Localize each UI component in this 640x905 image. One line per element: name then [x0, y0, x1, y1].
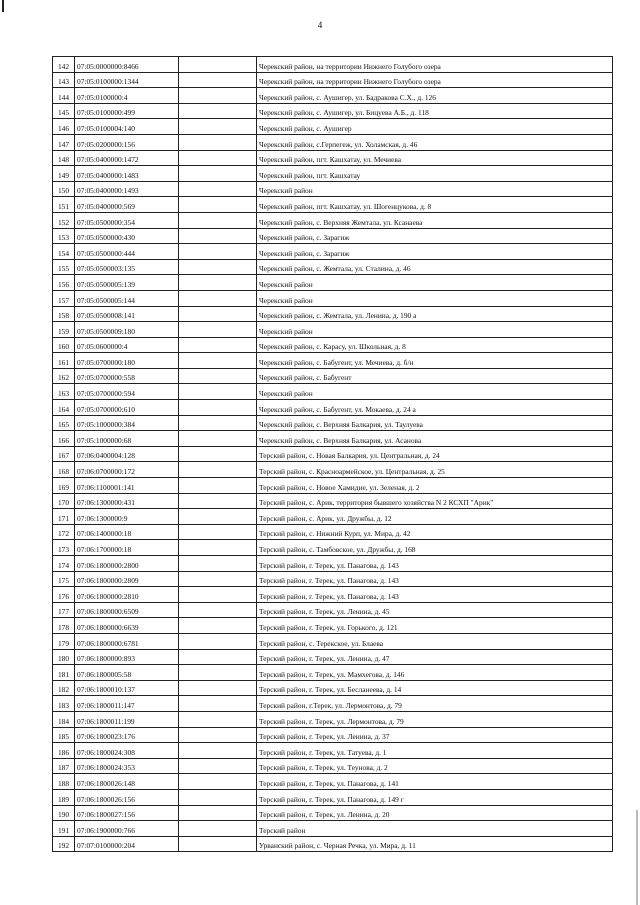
- address-cell: Черекский район, с. Верхняя Балкария, ул. Асанова: [257, 431, 613, 447]
- empty-cell: [179, 618, 257, 634]
- table-row: [53, 524, 613, 540]
- cadastral-number-cell: 07:06:1800000:6781: [75, 633, 179, 649]
- cadastral-number-cell: 07:06:1800024:353: [75, 758, 179, 774]
- cadastral-number-cell: 07:07:0100000:204: [75, 836, 179, 852]
- empty-cell: [179, 556, 257, 572]
- row-number-cell: 177: [53, 602, 75, 618]
- table-row: [53, 57, 613, 73]
- scan-edge-mark: [2, 0, 4, 12]
- empty-cell: [179, 836, 257, 852]
- cadastral-number-cell: 07:06:1800026:148: [75, 774, 179, 790]
- address-cell: Черекский район, с. Жемтала, ул. Сталина, д. 46: [257, 259, 613, 275]
- address-cell: Терский район, г. Терек, ул. Ленина, д. 47: [257, 649, 613, 665]
- table-row: [53, 633, 613, 649]
- row-number-cell: 157: [53, 290, 75, 306]
- row-number-cell: 143: [53, 72, 75, 88]
- empty-cell: [179, 774, 257, 790]
- table-row: [53, 72, 613, 88]
- empty-cell: [179, 72, 257, 88]
- row-number-cell: 174: [53, 556, 75, 572]
- address-cell: Черекский район, с. Зарагиж: [257, 228, 613, 244]
- address-cell: Терский район, г. Терек, ул. Ленина, д. 20: [257, 805, 613, 821]
- row-number-cell: 149: [53, 166, 75, 182]
- empty-cell: [179, 57, 257, 73]
- cadastral-number-cell: 07:05:0500009:180: [75, 322, 179, 338]
- cadastral-number-cell: 07:06:0400004:128: [75, 446, 179, 462]
- cadastral-number-cell: 07:06:1800000:2800: [75, 556, 179, 572]
- row-number-cell: 151: [53, 197, 75, 213]
- address-cell: Черекский район, на территории Нижнего Голубого озера: [257, 72, 613, 88]
- table-row: [53, 415, 613, 431]
- address-cell: Терский район, г. Терек, ул. Горького, д. 121: [257, 618, 613, 634]
- table-row: [53, 602, 613, 618]
- table-row: [53, 290, 613, 306]
- cadastral-number-cell: 07:05:1000000:384: [75, 415, 179, 431]
- empty-cell: [179, 322, 257, 338]
- empty-cell: [179, 696, 257, 712]
- row-number-cell: 182: [53, 680, 75, 696]
- cadastral-number-cell: 07:05:0100004:140: [75, 119, 179, 135]
- address-cell: Терский район, г. Терек, ул. Татуева, д. 1: [257, 743, 613, 759]
- row-number-cell: 168: [53, 462, 75, 478]
- row-number-cell: 171: [53, 509, 75, 525]
- empty-cell: [179, 711, 257, 727]
- row-number-cell: 145: [53, 103, 75, 119]
- cadastral-number-cell: 07:06:1800005:58: [75, 665, 179, 681]
- cadastral-number-cell: 07:05:0400000:1483: [75, 166, 179, 182]
- address-cell: Черекский район, с. Бабугент, ул. Мокаева, д. 24 а: [257, 400, 613, 416]
- row-number-cell: 154: [53, 244, 75, 260]
- empty-cell: [179, 212, 257, 228]
- table-row: [53, 696, 613, 712]
- table-row: [53, 103, 613, 119]
- row-number-cell: 148: [53, 150, 75, 166]
- cadastral-number-cell: 07:05:0400000:1472: [75, 150, 179, 166]
- table-row: [53, 431, 613, 447]
- row-number-cell: 189: [53, 789, 75, 805]
- cadastral-number-cell: 07:06:1700000:18: [75, 540, 179, 556]
- cadastral-number-cell: 07:05:0100000:499: [75, 103, 179, 119]
- row-number-cell: 158: [53, 306, 75, 322]
- table-row: [53, 665, 613, 681]
- row-number-cell: 167: [53, 446, 75, 462]
- page-number: 4: [317, 20, 323, 30]
- cadastral-number-cell: 07:06:1800000:2810: [75, 587, 179, 603]
- cadastral-number-cell: 07:05:0500008:141: [75, 306, 179, 322]
- table-row: [53, 166, 613, 182]
- address-cell: Терский район, с. Нижний Курп, ул. Мира, д. 42: [257, 524, 613, 540]
- table-row: [53, 181, 613, 197]
- address-cell: Терский район: [257, 821, 613, 837]
- address-cell: Черекский район, с. Бабугент: [257, 368, 613, 384]
- empty-cell: [179, 680, 257, 696]
- table-row: [53, 400, 613, 416]
- row-number-cell: 152: [53, 212, 75, 228]
- cadastral-number-cell: 07:05:0500000:430: [75, 228, 179, 244]
- empty-cell: [179, 602, 257, 618]
- empty-cell: [179, 290, 257, 306]
- cadastral-number-cell: 07:05:0200000:156: [75, 134, 179, 150]
- address-cell: Черекский район: [257, 290, 613, 306]
- cadastral-number-cell: 07:05:0700000:594: [75, 384, 179, 400]
- empty-cell: [179, 743, 257, 759]
- cadastral-number-cell: 07:06:1800011:199: [75, 711, 179, 727]
- table-row: [53, 88, 613, 104]
- row-number-cell: 156: [53, 275, 75, 291]
- table-row: [53, 805, 613, 821]
- table-row: [53, 337, 613, 353]
- address-cell: Терский район, г. Терек, ул. Панагова, д. 143: [257, 587, 613, 603]
- cadastral-number-cell: 07:06:1300000:9: [75, 509, 179, 525]
- empty-cell: [179, 587, 257, 603]
- row-number-cell: 186: [53, 743, 75, 759]
- cadastral-number-cell: 07:06:1800010:137: [75, 680, 179, 696]
- table-row: [53, 836, 613, 852]
- table-row: [53, 478, 613, 494]
- address-cell: Черекский район, с. Зарагиж: [257, 244, 613, 260]
- row-number-cell: 190: [53, 805, 75, 821]
- address-cell: Терский район, с. Красноармейское, ул. Центральная, д. 25: [257, 462, 613, 478]
- address-cell: Черекский район, пгт. Кашхатау: [257, 166, 613, 182]
- empty-cell: [179, 150, 257, 166]
- cadastral-number-cell: 07:06:1400000:18: [75, 524, 179, 540]
- table-row: [53, 571, 613, 587]
- cadastral-number-cell: 07:06:1800027:156: [75, 805, 179, 821]
- address-cell: Терский район, г. Терек, ул. Панагова, д. 149 г: [257, 789, 613, 805]
- cadastral-number-cell: 07:06:1800000:893: [75, 649, 179, 665]
- empty-cell: [179, 166, 257, 182]
- address-cell: Черекский район: [257, 384, 613, 400]
- row-number-cell: 144: [53, 88, 75, 104]
- table-row: [53, 774, 613, 790]
- address-cell: Терский район, г.Терек, ул. Лермонтова, д. 79: [257, 696, 613, 712]
- row-number-cell: 179: [53, 633, 75, 649]
- table-row: [53, 228, 613, 244]
- empty-cell: [179, 259, 257, 275]
- address-cell: Черекский район, с.Герпегеж, ул. Холамская, д. 46: [257, 134, 613, 150]
- empty-cell: [179, 88, 257, 104]
- address-cell: Терский район, с. Новая Балкария, ул. Центральная, д. 24: [257, 446, 613, 462]
- cadastral-number-cell: 07:05:0400000:1493: [75, 181, 179, 197]
- address-cell: Терский район, с. Терекское, ул. Блаева: [257, 633, 613, 649]
- empty-cell: [179, 275, 257, 291]
- table-row: [53, 743, 613, 759]
- empty-cell: [179, 524, 257, 540]
- cadastral-number-cell: 07:06:1800000:6639: [75, 618, 179, 634]
- cadastral-number-cell: 07:05:0600000:4: [75, 337, 179, 353]
- empty-cell: [179, 384, 257, 400]
- table-row: [53, 462, 613, 478]
- table-row: [53, 384, 613, 400]
- empty-cell: [179, 571, 257, 587]
- empty-cell: [179, 306, 257, 322]
- table-body: [53, 57, 613, 852]
- table-row: [53, 618, 613, 634]
- cadastral-number-cell: 07:05:0700000:558: [75, 368, 179, 384]
- table-row: [53, 322, 613, 338]
- address-cell: Черекский район, пгт. Кашхатау, ул. Мечиева: [257, 150, 613, 166]
- empty-cell: [179, 353, 257, 369]
- empty-cell: [179, 103, 257, 119]
- row-number-cell: 172: [53, 524, 75, 540]
- empty-cell: [179, 478, 257, 494]
- empty-cell: [179, 789, 257, 805]
- address-cell: Терский район, г. Терек, ул. Ленина, д. 45: [257, 602, 613, 618]
- table-row: [53, 275, 613, 291]
- row-number-cell: 191: [53, 821, 75, 837]
- address-cell: Черекский район: [257, 275, 613, 291]
- table-row: [53, 134, 613, 150]
- address-cell: Терский район, с. Новое Хамидие, ул. Зеленая, д. 2: [257, 478, 613, 494]
- address-cell: Терский район, г. Терек, ул. Панагова, д. 141: [257, 774, 613, 790]
- empty-cell: [179, 119, 257, 135]
- empty-cell: [179, 368, 257, 384]
- cadastral-number-cell: 07:05:0500005:144: [75, 290, 179, 306]
- row-number-cell: 178: [53, 618, 75, 634]
- address-cell: Черекский район: [257, 322, 613, 338]
- empty-cell: [179, 134, 257, 150]
- table-row: [53, 587, 613, 603]
- address-cell: Черекский район, с. Карасу, ул. Школьная, д. 8: [257, 337, 613, 353]
- row-number-cell: 169: [53, 478, 75, 494]
- address-cell: Черекский район, с. Аушигер: [257, 119, 613, 135]
- table-row: [53, 509, 613, 525]
- address-cell: Терский район, г. Терек, ул. Теунова, д. 2: [257, 758, 613, 774]
- cadastral-number-cell: 07:06:1300000:431: [75, 493, 179, 509]
- empty-cell: [179, 633, 257, 649]
- address-cell: Черекский район, с. Верхняя Жемтала, ул. Ксанаева: [257, 212, 613, 228]
- address-cell: Терский район, г. Терек, ул. Ленина, д. 37: [257, 727, 613, 743]
- row-number-cell: 180: [53, 649, 75, 665]
- address-cell: Терский район, г. Терек, ул. Бесланеева, д. 14: [257, 680, 613, 696]
- address-cell: Черекский район, с. Аушигер, ул. Бицуева А.Б., д. 118: [257, 103, 613, 119]
- table-row: [53, 197, 613, 213]
- table-row: [53, 540, 613, 556]
- table-row: [53, 150, 613, 166]
- empty-cell: [179, 400, 257, 416]
- address-cell: Терский район, с. Арик, ул. Дружбы, д. 12: [257, 509, 613, 525]
- row-number-cell: 162: [53, 368, 75, 384]
- empty-cell: [179, 415, 257, 431]
- empty-cell: [179, 805, 257, 821]
- table-row: [53, 353, 613, 369]
- row-number-cell: 175: [53, 571, 75, 587]
- address-cell: Терский район, г. Терек, ул. Панагова, д. 143: [257, 556, 613, 572]
- address-cell: Черекский район, с. Жемтала, ул. Ленина, д. 190 а: [257, 306, 613, 322]
- table-row: [53, 758, 613, 774]
- cadastral-number-cell: 07:05:0500005:139: [75, 275, 179, 291]
- table-row: [53, 649, 613, 665]
- row-number-cell: 147: [53, 134, 75, 150]
- row-number-cell: 185: [53, 727, 75, 743]
- row-number-cell: 160: [53, 337, 75, 353]
- row-number-cell: 184: [53, 711, 75, 727]
- row-number-cell: 161: [53, 353, 75, 369]
- row-number-cell: 166: [53, 431, 75, 447]
- address-cell: Черекский район, с. Верхняя Балкария, ул. Таулуева: [257, 415, 613, 431]
- table-row: [53, 680, 613, 696]
- empty-cell: [179, 665, 257, 681]
- cadastral-number-cell: 07:05:0100000:1344: [75, 72, 179, 88]
- table-row: [53, 368, 613, 384]
- cadastral-number-cell: 07:05:0500000:444: [75, 244, 179, 260]
- row-number-cell: 164: [53, 400, 75, 416]
- row-number-cell: 192: [53, 836, 75, 852]
- cadastral-number-cell: 07:06:1800023:176: [75, 727, 179, 743]
- table-row: [53, 821, 613, 837]
- table-row: [53, 727, 613, 743]
- address-cell: Урванский район, с. Черная Речка, ул. Мира, д. 11: [257, 836, 613, 852]
- empty-cell: [179, 493, 257, 509]
- empty-cell: [179, 244, 257, 260]
- cadastral-number-cell: 07:05:0500003:135: [75, 259, 179, 275]
- cadastral-number-cell: 07:06:1800000:2809: [75, 571, 179, 587]
- empty-cell: [179, 446, 257, 462]
- row-number-cell: 142: [53, 57, 75, 73]
- row-number-cell: 187: [53, 758, 75, 774]
- address-cell: Терский район, г. Терек, ул. Лермонтова, д. 79: [257, 711, 613, 727]
- empty-cell: [179, 197, 257, 213]
- cadastral-number-cell: 07:05:0700000:180: [75, 353, 179, 369]
- table-row: [53, 212, 613, 228]
- empty-cell: [179, 462, 257, 478]
- address-cell: Терский район, с. Арик, территория бывшего хозяйства N 2 КСХП "Арик": [257, 493, 613, 509]
- row-number-cell: 176: [53, 587, 75, 603]
- address-cell: Терский район, г. Терек, ул. Панагова, д. 143: [257, 571, 613, 587]
- table-row: [53, 711, 613, 727]
- row-number-cell: 183: [53, 696, 75, 712]
- row-number-cell: 155: [53, 259, 75, 275]
- property-table: [52, 56, 613, 852]
- row-number-cell: 159: [53, 322, 75, 338]
- row-number-cell: 181: [53, 665, 75, 681]
- empty-cell: [179, 431, 257, 447]
- table-row: [53, 119, 613, 135]
- cadastral-number-cell: 07:06:1900000:766: [75, 821, 179, 837]
- address-cell: Терский район, г. Терек, ул. Мамхегова, д. 146: [257, 665, 613, 681]
- cadastral-number-cell: 07:05:0700000:610: [75, 400, 179, 416]
- table-row: [53, 493, 613, 509]
- scan-shadow: [636, 810, 638, 905]
- cadastral-number-cell: 07:06:1800000:6509: [75, 602, 179, 618]
- row-number-cell: 163: [53, 384, 75, 400]
- address-cell: Терский район, с. Тамбовское, ул. Дружбы, д. 168: [257, 540, 613, 556]
- cadastral-number-cell: 07:05:0000000:8466: [75, 57, 179, 73]
- cadastral-number-cell: 07:06:1100001:141: [75, 478, 179, 494]
- empty-cell: [179, 228, 257, 244]
- row-number-cell: 173: [53, 540, 75, 556]
- cadastral-number-cell: 07:06:1800011:147: [75, 696, 179, 712]
- row-number-cell: 188: [53, 774, 75, 790]
- row-number-cell: 150: [53, 181, 75, 197]
- address-cell: Черекский район: [257, 181, 613, 197]
- empty-cell: [179, 337, 257, 353]
- empty-cell: [179, 727, 257, 743]
- empty-cell: [179, 821, 257, 837]
- table-row: [53, 446, 613, 462]
- cadastral-number-cell: 07:05:0100000:4: [75, 88, 179, 104]
- row-number-cell: 170: [53, 493, 75, 509]
- cadastral-number-cell: 07:06:1800026:156: [75, 789, 179, 805]
- cadastral-number-cell: 07:05:0400000:569: [75, 197, 179, 213]
- cadastral-number-cell: 07:05:1000000:68: [75, 431, 179, 447]
- row-number-cell: 165: [53, 415, 75, 431]
- address-cell: Черекский район, на территории Нижнего Голубого озера: [257, 57, 613, 73]
- empty-cell: [179, 181, 257, 197]
- empty-cell: [179, 649, 257, 665]
- table-row: [53, 259, 613, 275]
- row-number-cell: 153: [53, 228, 75, 244]
- cadastral-number-cell: 07:05:0500000:354: [75, 212, 179, 228]
- table-row: [53, 556, 613, 572]
- address-cell: Черекский район, пгт. Кашхатау, ул. Шогенцукова, д. 8: [257, 197, 613, 213]
- table-row: [53, 306, 613, 322]
- empty-cell: [179, 540, 257, 556]
- empty-cell: [179, 509, 257, 525]
- address-cell: Черекский район, с. Бабугент, ул. Мечиева, д. б/н: [257, 353, 613, 369]
- cadastral-number-cell: 07:06:1800024:308: [75, 743, 179, 759]
- row-number-cell: 146: [53, 119, 75, 135]
- address-cell: Черекский район, с. Аушигер, ул. Бадракова С.Х., д. 126: [257, 88, 613, 104]
- table-row: [53, 789, 613, 805]
- empty-cell: [179, 758, 257, 774]
- cadastral-number-cell: 07:06:0700000:172: [75, 462, 179, 478]
- table-row: [53, 244, 613, 260]
